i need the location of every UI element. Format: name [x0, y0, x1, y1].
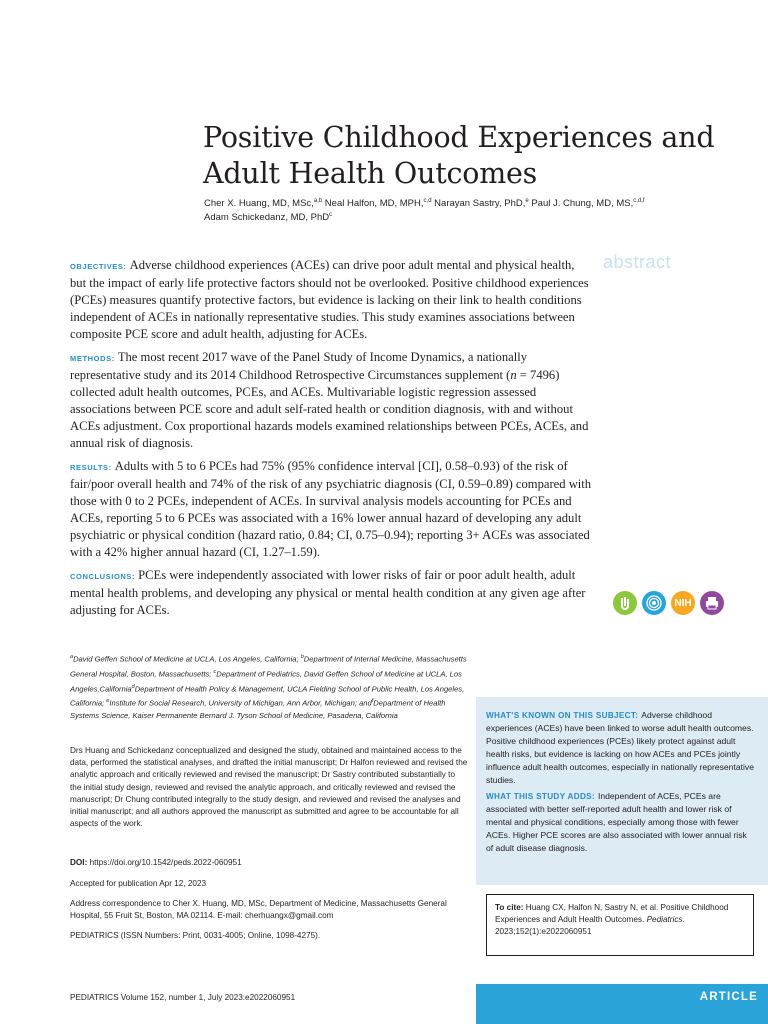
section-label: CONCLUSIONS:	[70, 572, 136, 581]
author-name[interactable]: Narayan Sastry, PhD,	[431, 198, 526, 209]
section-text: PCEs were independently associated with lower risks of fair or poor adult health, adult mental health problems, and developing any physical or mental health condition at any given age after adjusting for ACEs.	[70, 568, 586, 617]
affil-sup: b	[300, 654, 304, 660]
citation-box	[486, 894, 754, 956]
section-label: OBJECTIVES:	[70, 262, 127, 271]
affil-text: Department of Health Systems Science, Kaiser Permanente Bernard J. Tyson School of Medicine, Pasadena, California	[70, 699, 446, 721]
author-affil-sup: c	[329, 211, 333, 218]
affil-sup: d	[131, 683, 135, 690]
author-name[interactable]: Paul J. Chung, MD, MS,	[528, 198, 634, 209]
cite-label: To cite:	[495, 903, 524, 912]
cite-text: Huang CX, Halfon N, Sastry N, et al. Positive Childhood Experiences and Adult Health Outcomes.	[495, 903, 729, 924]
cite-journal: Pediatrics.	[646, 915, 685, 924]
author-affil-sup: a,b	[313, 197, 323, 204]
cite-ref: 2023;152(1):e2022060951	[495, 927, 592, 936]
author-name[interactable]: Neal Halfon, MD, MPH,	[322, 198, 424, 209]
what-study-adds	[486, 790, 756, 855]
whats-known	[486, 709, 756, 787]
section-text: Adverse childhood experiences (ACEs) can drive poor adult mental and physical health, but the impact of early life protective factors should not be overlooked. Positive childhood experiences (PCEs) measures quantify protective factors, but evidence is lacking on their link to health conditions independent of ACEs in nationally representative studies. This study examines associations between composite PCE score and adult health, adjusting for ACEs.	[70, 258, 589, 341]
resource-icon-row	[613, 591, 724, 615]
known-text: Adverse childhood experiences (ACEs) have been linked to worse adult health outcomes. Positive childhood experiences (PCEs) likely protect against adult health risks, but evidence is lacking on how ACEs and PCEs jointly influence adult health outcomes, especially in nationally representative studies.	[486, 710, 755, 785]
abstract-body	[70, 257, 592, 625]
issn: PEDIATRICS (ISSN Numbers: Print, 0031-4005; Online, 1098-4275).	[70, 931, 321, 940]
doi-line	[70, 857, 468, 869]
affil-text: David Geffen School of Medicine at UCLA, Los Angeles, California;	[73, 654, 301, 664]
author-name[interactable]: Cher X. Huang, MD, MSc,	[204, 198, 314, 209]
affiliations	[70, 651, 468, 723]
section-label: METHODS:	[70, 354, 115, 363]
video-abstract-icon[interactable]	[613, 591, 637, 615]
abstract-results	[70, 458, 592, 561]
article-title: Positive Childhood Experiences and Adult Health Outcomes	[203, 121, 715, 190]
page-footer: PEDIATRICS Volume 152, number 1, July 2023:e2022060951	[70, 993, 296, 1002]
author-affil-sup: c,d	[423, 197, 432, 204]
author-affil-sup: e	[525, 197, 529, 204]
author-name[interactable]: Adam Schickedanz, MD, PhD	[204, 212, 330, 223]
section-text: The most recent 2017 wave of the Panel Study of Income Dynamics, a nationally representative study and its 2014 Childhood Retrospective Circumstances supplement (	[70, 350, 527, 382]
affil-sup: a	[70, 654, 74, 660]
n-variable: n	[510, 368, 517, 382]
section-text: = 7496) collected adult health outcomes, PCEs, and ACEs. Multivariable logistic regression assessed associations between PCE score and adult self-rated health or condition diagnosis, with and without ACEs adjustment. Cox proportional hazards models examined relationships between PCEs, ACEs, and annual risk of diagnosis.	[70, 368, 589, 450]
affil-sup: f	[371, 698, 374, 705]
affil-text: Department of Internal Medicine, Massachusetts General Hospital, Boston, Massachusetts;	[70, 654, 467, 679]
affil-sup: c	[213, 668, 217, 675]
adds-label: WHAT THIS STUDY ADDS:	[486, 792, 595, 801]
author-contributions: Drs Huang and Schickedanz conceptualized and designed the study, obtained and maintained access to the data, performed the statistical analyses, and drafted the initial manuscript; Dr Halfon reviewed and revised the analytic approach and critically reviewed and revised the manuscript; Dr Sastry contributed substantially to the initial study design, reviewed and revised the analytic approach, and critically reviewed and revised the manuscript; Dr Chung contributed integrally to the study design, and reviewed and revised the analyses and initial manuscript; and all authors approved the manuscript as submitted and agree to be accountable for all aspects of the work.	[70, 746, 468, 829]
abstract-tag: abstract	[603, 252, 672, 272]
known-label: WHAT’S KNOWN ON THIS SUBJECT:	[486, 711, 639, 720]
abstract-conclusions	[70, 567, 592, 619]
key-points-content	[486, 709, 756, 858]
doi-label: DOI:	[70, 858, 88, 867]
author-affil-sup: c,d,f	[633, 197, 645, 204]
accepted-date: Accepted for publication Apr 12, 2023	[70, 879, 207, 888]
affil-sup: e	[106, 698, 110, 705]
section-label: RESULTS:	[70, 463, 112, 472]
article-type-bar	[476, 984, 768, 1024]
abstract-objectives	[70, 257, 592, 343]
podcast-icon[interactable]	[642, 591, 666, 615]
author-list	[204, 197, 684, 225]
affil-text: Department of Pediatrics, David Geffen School of Medicine at UCLA, Los Angeles,California	[70, 669, 462, 694]
doi-link[interactable]: https://doi.org/10.1542/peds.2022-060951	[89, 858, 242, 867]
affil-text: Institute for Social Research, University of Michigan, Ann Arbor, Michigan; and	[109, 699, 372, 709]
affil-text: Department of Health Policy & Management, UCLA Fielding School of Public Health, Los Angeles, California;	[70, 684, 465, 709]
adds-text: Independent of ACEs, PCEs are associated with better self-reported adult health and lower risk of mental and physical conditions, especially among those with fewer ACEs. Higher PCE scores are also associated with lower annual risk of adult disease diagnosis.	[486, 791, 747, 853]
section-text: Adults with 5 to 6 PCEs had 75% (95% confidence interval [CI], 0.58–0.93) of the risk of fair/poor overall health and 74% of the risk of any psychiatric diagnosis (CI, 0.59–0.89) compared with those with 0 to 2 PCEs, independent of ACEs. In survival analysis models accounting for PCEs and ACEs, reporting 5 to 6 PCEs was associated with a 16% lower annual hazard of developing any adult psychiatric or physical condition (hazard ratio, 0.84; CI, 0.75–0.94); reporting 3+ ACEs was associated with a 42% higher annual hazard (CI, 1.27–1.59).	[70, 459, 592, 559]
abstract-methods	[70, 349, 592, 452]
correspondence: Address correspondence to Cher X. Huang, MD, MSc, Department of Medicine, Massachusetts General Hospital, 55 Fruit St, Boston, MA 02114. E-mail: cherhuangx@gmail.com	[70, 899, 447, 921]
nih-label: NIH	[674, 597, 692, 609]
article-type-label: ARTICLE	[699, 991, 758, 1003]
key-points-box	[476, 697, 768, 885]
print-icon[interactable]	[700, 591, 724, 615]
nih-icon[interactable]	[671, 591, 695, 615]
